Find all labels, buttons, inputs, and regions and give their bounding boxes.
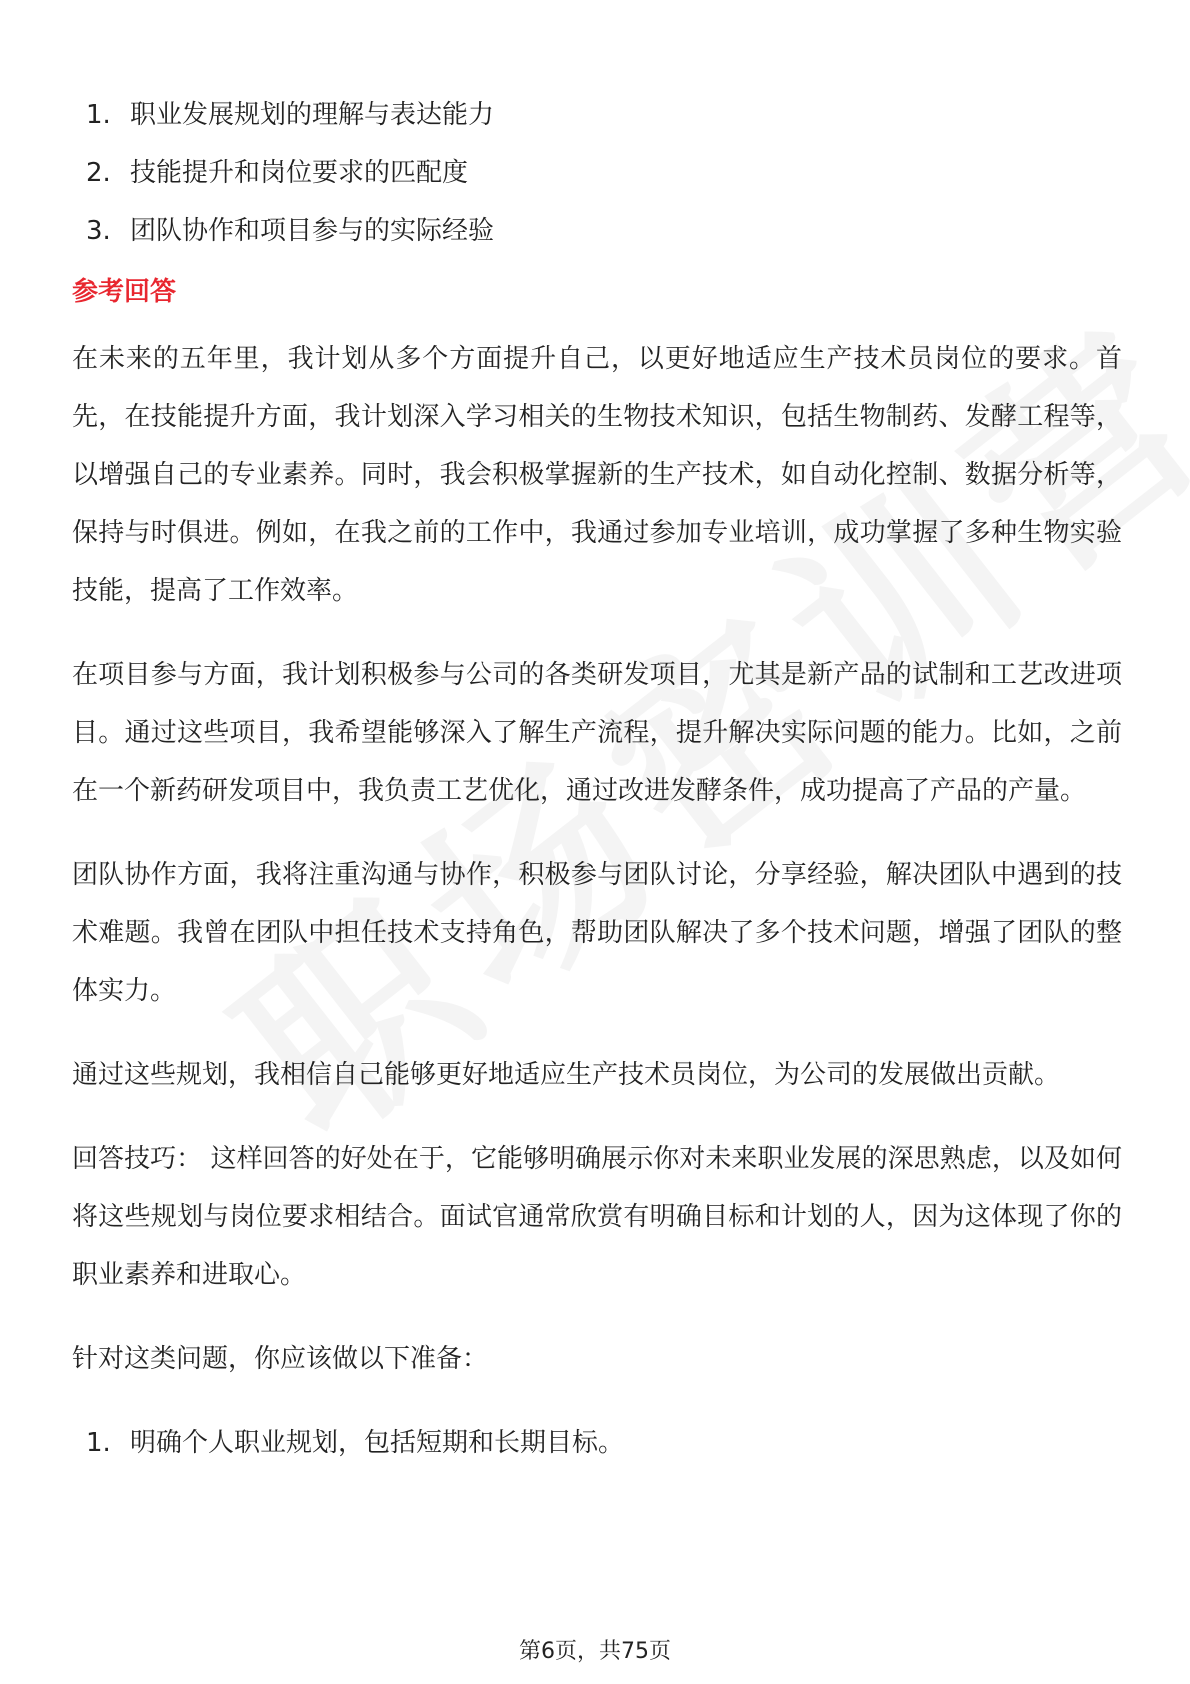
section-heading: 参考回答 — [72, 277, 177, 307]
paragraph: 针对这类问题，你应该做以下准备： — [72, 1344, 489, 1374]
list-item — [72, 144, 1122, 202]
list-item-text: 明确个人职业规划，包括短期和长期目标。 — [130, 1428, 625, 1458]
paragraph: 团队协作方面，我将注重沟通与协作，积极参与团队讨论，分享经验，解决团队中遇到的技术难题。我曾在团队中担任技术支持角色，帮助团队解决了多个技术问题，增强了团队的整体实力。 — [72, 860, 1122, 1006]
paragraph: 回答技巧： 这样回答的好处在于，它能够明确展示你对未来职业发展的深思熟虑，以及如何将这些规划与岗位要求相结合。面试官通常欣赏有明确目标和计划的人，因为这体现了你的职业素养和进取心。 — [72, 1144, 1122, 1290]
list-item-number: 1. — [86, 1428, 111, 1458]
list-item — [72, 202, 1122, 260]
list-item-text: 职业发展规划的理解与表达能力 — [130, 100, 495, 130]
list-item — [72, 86, 1122, 144]
page-footer: 第6页，共75页 — [519, 1639, 671, 1664]
criteria-list — [72, 86, 1122, 260]
list-item-number: 1. — [86, 100, 111, 130]
list-item-number: 3. — [86, 216, 111, 246]
preparation-list — [72, 1414, 1122, 1472]
paragraph: 在未来的五年里，我计划从多个方面提升自己，以更好地适应生产技术员岗位的要求。首先，在技能提升方面，我计划深入学习相关的生物技术知识，包括生物制药、发酵工程等，以增强自己的专业素养。同时，我会积极掌握新的生产技术，如自动化控制、数据分析等，保持与时俱进。例如，在我之前的工作中，我通过参加专业培训，成功掌握了多种生物实验技能，提高了工作效率。 — [72, 344, 1122, 606]
paragraph: 通过这些规划，我相信自己能够更好地适应生产技术员岗位，为公司的发展做出贡献。 — [72, 1060, 1061, 1090]
list-item — [72, 1414, 1122, 1472]
page-content — [72, 86, 1122, 1472]
list-item-text: 技能提升和岗位要求的匹配度 — [130, 158, 469, 188]
list-item-text: 团队协作和项目参与的实际经验 — [130, 216, 495, 246]
paragraph: 在项目参与方面，我计划积极参与公司的各类研发项目，尤其是新产品的试制和工艺改进项目。通过这些项目，我希望能够深入了解生产流程，提升解决实际问题的能力。比如，之前在一个新药研发项目中，我负责工艺优化，通过改进发酵条件，成功提高了产品的产量。 — [72, 660, 1122, 806]
list-item-number: 2. — [86, 158, 111, 188]
